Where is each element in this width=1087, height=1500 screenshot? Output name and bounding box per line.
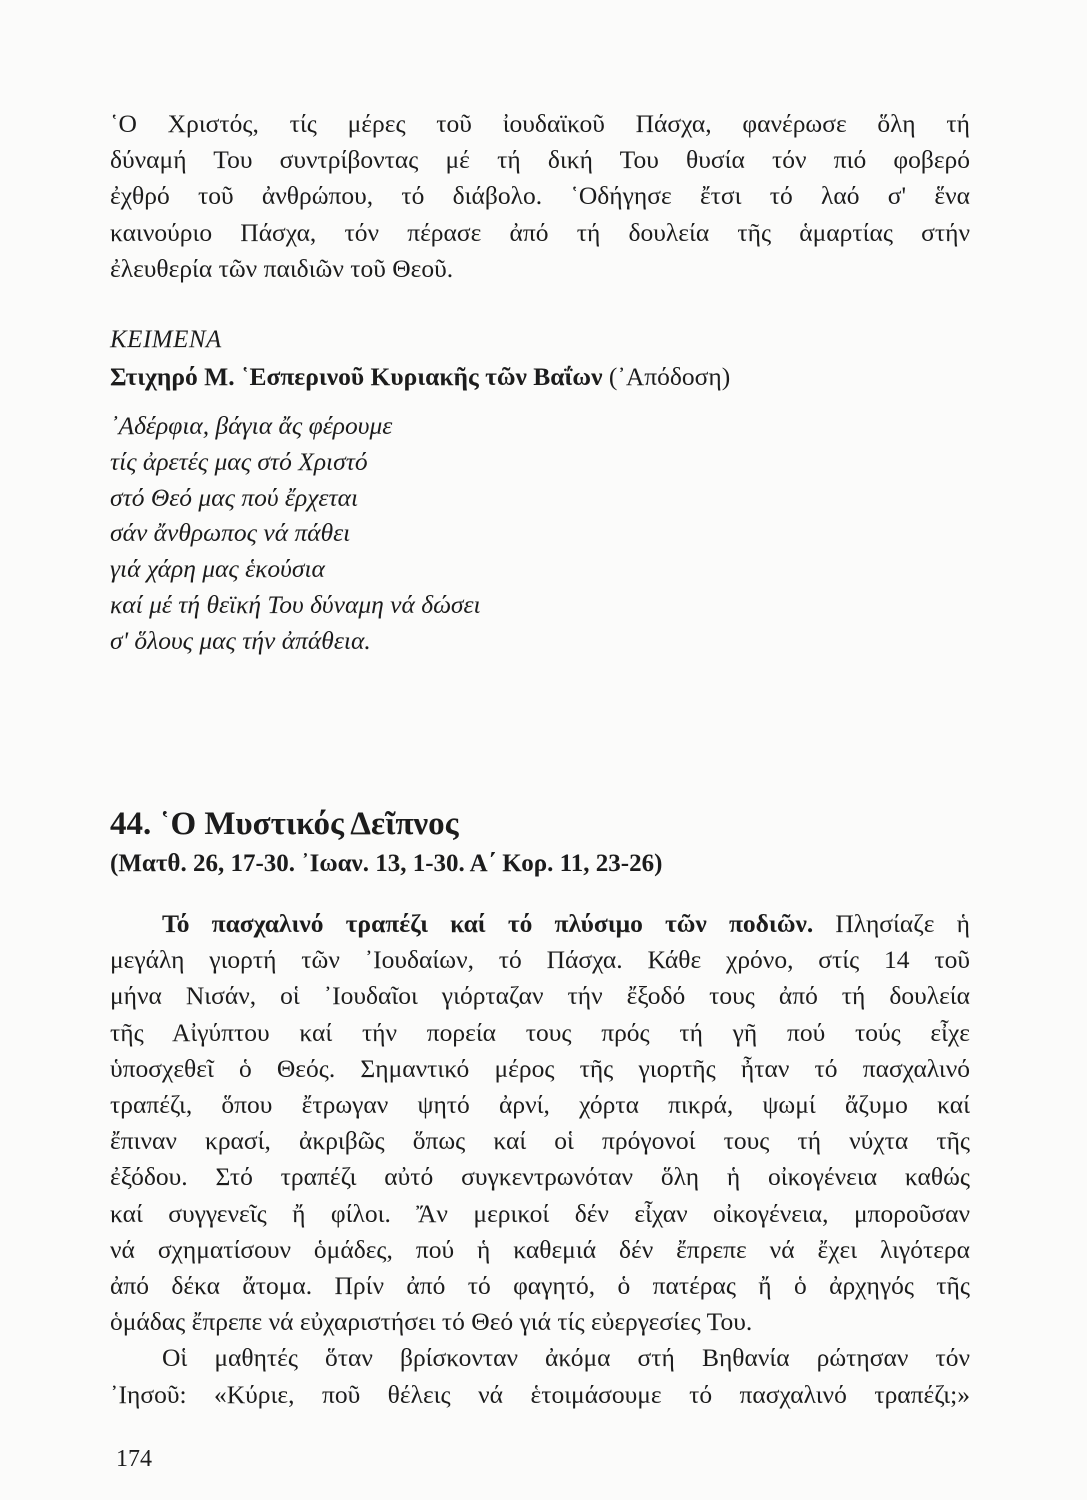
- hymn-poem: [110, 408, 481, 659]
- body-line: τῆς Αἰγύπτου καί τήν πορεία τους πρός τή γῆ πού τούς εἶχε: [110, 1017, 970, 1047]
- intro-line: ῾Ο Χριστός, τίς μέρες τοῦ ἰουδαϊκοῦ Πάσχα, φανέρωσε ὅλη τή: [110, 109, 970, 138]
- intro-line: καινούριο Πάσχα, τόν πέρασε ἀπό τή δουλεία τῆς ἁμαρτίας στήν: [110, 217, 970, 247]
- poem-line: τίς ἀρετές μας στό Χριστό: [110, 446, 368, 476]
- hymn-title-note: (᾿Απόδοση): [602, 362, 731, 391]
- poem-line: στό Θεό μας πού ἔρχεται: [110, 482, 359, 512]
- poem-line: σάν ἄνθρωπος νά πάθει: [110, 518, 351, 548]
- body-line: ἀπό δέκα ἄτομα. Πρίν ἀπό τό φαγητό, ὁ πατέρας ἤ ὁ ἀρχηγός τῆς: [110, 1271, 970, 1301]
- intro-paragraph: [110, 106, 970, 287]
- chapter-references: (Ματθ. 26, 17-30. ᾿Ιωαν. 13, 1-30. Α΄ Κορ. 11, 23-26): [110, 850, 663, 877]
- body-line: καί συγγενεῖς ἤ φίλοι. Ἄν μερικοί δέν εἶχαν οἰκογένεια, μποροῦσαν: [110, 1198, 970, 1228]
- body-line-first: [110, 906, 970, 942]
- intro-line: ἐλευθερία τῶν παιδιῶν τοῦ Θεοῦ.: [110, 253, 454, 283]
- texts-section-label: ΚΕΙΜΕΝΑ: [110, 326, 222, 353]
- chapter-title: 44. ῾Ο Μυστικός Δεῖπνος: [110, 806, 459, 842]
- first-line-rest: Πλησίαζε ἡ: [813, 909, 970, 938]
- body-line: μήνα Νισάν, οἱ ᾿Ιουδαῖοι γιόρταζαν τήν ἔξοδό τους ἀπό τή δουλεία: [110, 981, 970, 1011]
- body-line: Οἱ μαθητές ὅταν βρίσκονταν ἀκόμα στή Βηθανία ρώτησαν τόν: [162, 1343, 970, 1373]
- poem-line: καί μέ τή θεϊκή Του δύναμη νά δώσει: [110, 589, 481, 619]
- intro-line: δύναμή Του συντρίβοντας μέ τή δική Του θυσία τόν πιό φοβερό: [110, 145, 970, 175]
- poem-line: σ' ὅλους μας τήν ἀπάθεια.: [110, 625, 371, 655]
- body-line: μεγάλη γιορτή τῶν ᾿Ιουδαίων, τό Πάσχα. Κάθε χρόνο, στίς 14 τοῦ: [110, 945, 970, 975]
- body-line: ᾿Ιησοῦ: «Κύριε, ποῦ θέλεις νά ἑτοιμάσουμε τό πασχαλινό τραπέζι;»: [110, 1379, 970, 1409]
- body-line: ἐξόδου. Στό τραπέζι αὐτό συγκεντρωνόταν ὅλη ἡ οἰκογένεια καθώς: [110, 1162, 970, 1192]
- body-line: τραπέζι, ὅπου ἔτρωγαν ψητό ἀρνί, χόρτα πικρά, ψωμί ἄζυμο καί: [110, 1090, 970, 1120]
- intro-line: ἐχθρό τοῦ ἀνθρώπου, τό διάβολο. ῾Οδήγησε ἔτσι τό λαό σ' ἕνα: [110, 181, 970, 211]
- poem-line: ᾿Αδέρφια, βάγια ἄς φέρουμε: [110, 411, 393, 440]
- paragraph-lead: Τό πασχαλινό τραπέζι καί τό πλύσιμο τῶν ποδιῶν.: [162, 909, 814, 938]
- hymn-title-main: Στιχηρό Μ. ῾Εσπερινοῦ Κυριακῆς τῶν Βαΐων: [110, 362, 603, 391]
- page-number: 174: [116, 1446, 152, 1472]
- poem-line: γιά χάρη μας ἑκούσια: [110, 554, 325, 584]
- hymn-title: [110, 362, 730, 392]
- body-text: [110, 906, 970, 1413]
- body-line: ὁμάδας ἔπρεπε νά εὐχαριστήσει τό Θεό γιά τίς εὐεργεσίες Του.: [110, 1307, 753, 1337]
- body-line: ὑποσχεθεῖ ὁ Θεός. Σημαντικό μέρος τῆς γιορτῆς ἦταν τό πασχαλινό: [110, 1053, 970, 1083]
- body-line: ἔπιναν κρασί, ἀκριβῶς ὅπως καί οἱ πρόγονοί τους τή νύχτα τῆς: [110, 1126, 970, 1156]
- body-line: νά σχηματίσουν ὁμάδες, πού ἡ καθεμιά δέν ἔπρεπε νά ἔχει λιγότερα: [110, 1234, 970, 1264]
